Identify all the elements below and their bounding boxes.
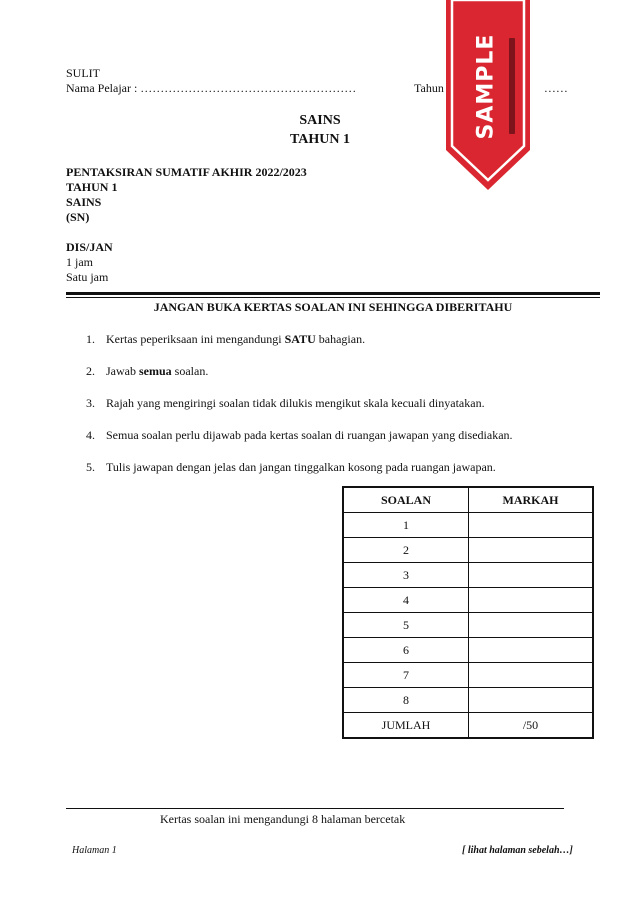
table-row: [343, 663, 593, 688]
marks-cell: [469, 588, 594, 613]
divider-thin: [66, 297, 600, 298]
year-dots: ……: [543, 81, 568, 95]
title-subject: SAINS: [299, 113, 341, 128]
ribbon-strip: [509, 38, 515, 134]
year-label: Tahun: [414, 81, 444, 95]
question-cell: 2: [343, 538, 469, 563]
total-label-cell: JUMLAH: [343, 713, 469, 739]
instruction-item: 2. Jawab semua soalan.: [86, 364, 209, 378]
marks-cell: [469, 538, 594, 563]
question-cell: 4: [343, 588, 469, 613]
table-row: [343, 688, 593, 713]
question-cell: 3: [343, 563, 469, 588]
table-row: [343, 588, 593, 613]
title-year: TAHUN 1: [289, 132, 351, 147]
instruction-list: [86, 325, 606, 485]
table-row: [343, 563, 593, 588]
table-row: [343, 513, 593, 538]
marks-cell: [469, 638, 594, 663]
instruction-item: 3. Rajah yang mengiringi soalan tidak dilukis mengikut skala kecuali dinyatakan.: [86, 396, 485, 410]
instruction-item: 4. Semua soalan perlu dijawab pada kertas soalan di ruangan jawapan yang disediakan.: [86, 428, 513, 442]
question-cell: 1: [343, 513, 469, 538]
table-header-row: [343, 487, 593, 513]
next-page-note: [ lihat halaman sebelah…]: [462, 845, 573, 856]
marks-cell: [469, 513, 594, 538]
column-header-question: SOALAN: [343, 487, 469, 513]
assessment-code: (SN): [66, 210, 90, 224]
table-row: [343, 538, 593, 563]
question-cell: 8: [343, 688, 469, 713]
instruction-item: 5. Tulis jawapan dengan jelas dan jangan tinggalkan kosong pada ruangan jawapan.: [86, 460, 496, 474]
marks-cell: [469, 613, 594, 638]
marks-cell: [469, 663, 594, 688]
instruction-item: 1. Kertas peperiksaan ini mengandungi SATU bahagian.: [86, 332, 366, 346]
table-row: [343, 638, 593, 663]
table-total-row: [343, 713, 593, 739]
warning-banner: JANGAN BUKA KERTAS SOALAN INI SEHINGGA DIBERITAHU: [153, 300, 513, 314]
column-header-marks: MARKAH: [469, 487, 594, 513]
page-title: [0, 111, 640, 149]
question-cell: 6: [343, 638, 469, 663]
assessment-year: TAHUN 1: [66, 180, 118, 194]
table-row: [343, 613, 593, 638]
total-marks-cell: /50: [469, 713, 594, 739]
marks-table: [342, 486, 594, 739]
page-count-note: Kertas soalan ini mengandungi 8 halaman bercetak: [160, 812, 406, 826]
footer-divider: [66, 808, 564, 809]
assessment-subject: SAINS: [66, 195, 102, 209]
student-name-field: Nama Pelajar : ………………………………………………: [66, 81, 357, 95]
duration-block: [66, 255, 108, 285]
assessment-block: [66, 165, 307, 225]
assessment-date: DIS/JAN: [66, 240, 113, 254]
sample-watermark: [466, 22, 506, 150]
marks-cell: [469, 563, 594, 588]
assessment-name: PENTAKSIRAN SUMATIF AKHIR 2022/2023: [66, 165, 307, 179]
duration: 1 jam: [66, 255, 93, 269]
marks-cell: [469, 688, 594, 713]
divider-thick: [66, 292, 600, 295]
question-cell: 5: [343, 613, 469, 638]
classification-label: SULIT: [66, 66, 100, 80]
question-cell: 7: [343, 663, 469, 688]
sample-watermark-text: SAMPLE: [473, 33, 499, 139]
page-number: Halaman 1: [72, 845, 117, 856]
duration-words: Satu jam: [66, 270, 109, 284]
